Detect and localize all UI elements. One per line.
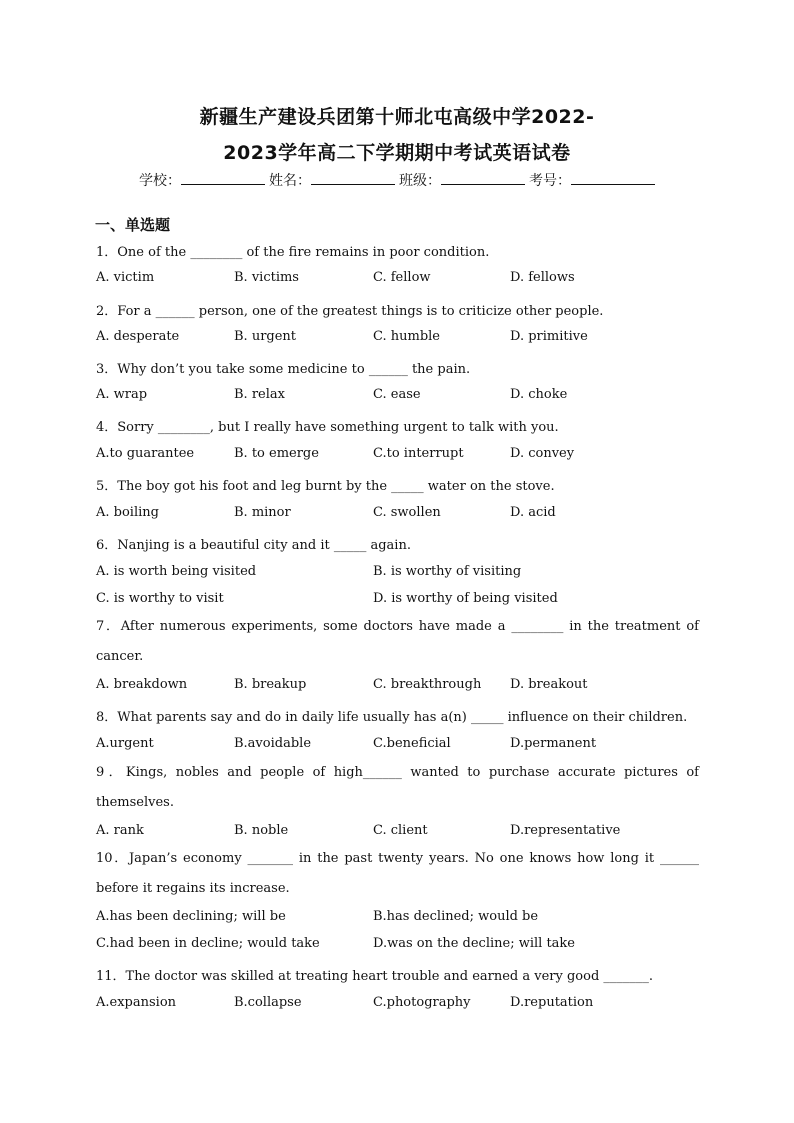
option-c: C.to interrupt <box>373 446 464 461</box>
option-d: D.was on the decline; will take <box>373 936 575 951</box>
option-c: C. is worthy to visit <box>96 591 224 606</box>
option-a: A. desperate <box>96 329 180 344</box>
question-stem: 9．Kings, nobles and people of high______ wanted to purchase accurate pictures of themselves. <box>96 765 699 810</box>
option-c: C. fellow <box>373 270 431 285</box>
question-stem: 11．The doctor was skilled at treating heart trouble and earned a very good _______. <box>96 969 654 984</box>
option-c: C.had been in decline; would take <box>96 936 320 951</box>
option-a: A.urgent <box>96 736 154 751</box>
option-c: C.photography <box>373 995 471 1010</box>
option-c: C. ease <box>373 387 421 402</box>
option-d: D. primitive <box>510 329 588 344</box>
name-blank[interactable] <box>311 172 395 185</box>
option-a: A. wrap <box>96 387 148 402</box>
option-d: D.representative <box>510 823 621 838</box>
option-b: B. minor <box>234 505 291 520</box>
option-d: D.reputation <box>510 995 594 1010</box>
question-stem: 3．Why don’t you take some medicine to ______ the pain. <box>96 362 471 377</box>
option-b: B. victims <box>234 270 299 285</box>
school-label: 学校： <box>139 173 181 189</box>
option-a: A. boiling <box>96 505 159 520</box>
option-d: D. convey <box>510 446 575 461</box>
option-c: C. breakthrough <box>373 677 482 692</box>
option-a: A. victim <box>96 270 155 285</box>
option-b: B. noble <box>234 823 289 838</box>
option-d: D.permanent <box>510 736 597 751</box>
option-b: B. breakup <box>234 677 307 692</box>
exam-title-line1: 新疆生产建设兵团第十师北屯高级中学2022- <box>199 106 595 128</box>
class-label: 班级： <box>399 173 441 189</box>
option-c: C.beneficial <box>373 736 451 751</box>
option-a: A. is worth being visited <box>96 564 257 579</box>
option-a: A.to guarantee <box>96 446 195 461</box>
option-a: A. breakdown <box>96 677 188 692</box>
question-stem: 10．Japan’s economy _______ in the past twenty years. No one knows how long it ______ before it regains its increase. <box>96 851 699 896</box>
option-c: C. swollen <box>373 505 441 520</box>
option-b: B.has declined; would be <box>373 909 539 924</box>
option-d: D. is worthy of being visited <box>373 591 558 606</box>
option-d: D. fellows <box>510 270 575 285</box>
option-b: B. relax <box>234 387 285 402</box>
exam-title-line2: 2023学年高二下学期期中考试英语试卷 <box>223 142 571 164</box>
option-a: A.has been declining; will be <box>96 909 286 924</box>
question-stem: 2．For a ______ person, one of the greatest things is to criticize other people. <box>96 304 604 319</box>
question-stem: 7．After numerous experiments, some doctors have made a ________ in the treatment of cancer. <box>96 619 699 664</box>
option-d: D. choke <box>510 387 568 402</box>
exam-number-blank[interactable] <box>571 172 655 185</box>
question-stem: 1．One of the ________ of the fire remains in poor condition. <box>96 245 490 260</box>
name-label: 姓名： <box>269 173 311 189</box>
section-title: 一、单选题 <box>95 216 171 234</box>
question-stem: 5．The boy got his foot and leg burnt by the _____ water on the stove. <box>96 479 555 494</box>
option-b: B. is worthy of visiting <box>373 564 522 579</box>
exam-number-label: 考号： <box>529 173 571 189</box>
option-c: C. client <box>373 823 428 838</box>
option-a: A. rank <box>96 823 144 838</box>
option-a: A.expansion <box>96 995 177 1010</box>
school-blank[interactable] <box>181 172 265 185</box>
class-blank[interactable] <box>441 172 525 185</box>
question-stem: 6．Nanjing is a beautiful city and it _____ again. <box>96 538 411 553</box>
option-b: B.avoidable <box>234 736 312 751</box>
student-info-row <box>0 170 794 190</box>
question-stem: 4．Sorry ________, but I really have something urgent to talk with you. <box>96 420 559 435</box>
option-b: B. to emerge <box>234 446 319 461</box>
option-b: B.collapse <box>234 995 302 1010</box>
question-stem: 8．What parents say and do in daily life usually has a(n) _____ influence on their children. <box>96 710 688 725</box>
option-c: C. humble <box>373 329 440 344</box>
option-d: D. acid <box>510 505 556 520</box>
option-b: B. urgent <box>234 329 297 344</box>
option-d: D. breakout <box>510 677 588 692</box>
